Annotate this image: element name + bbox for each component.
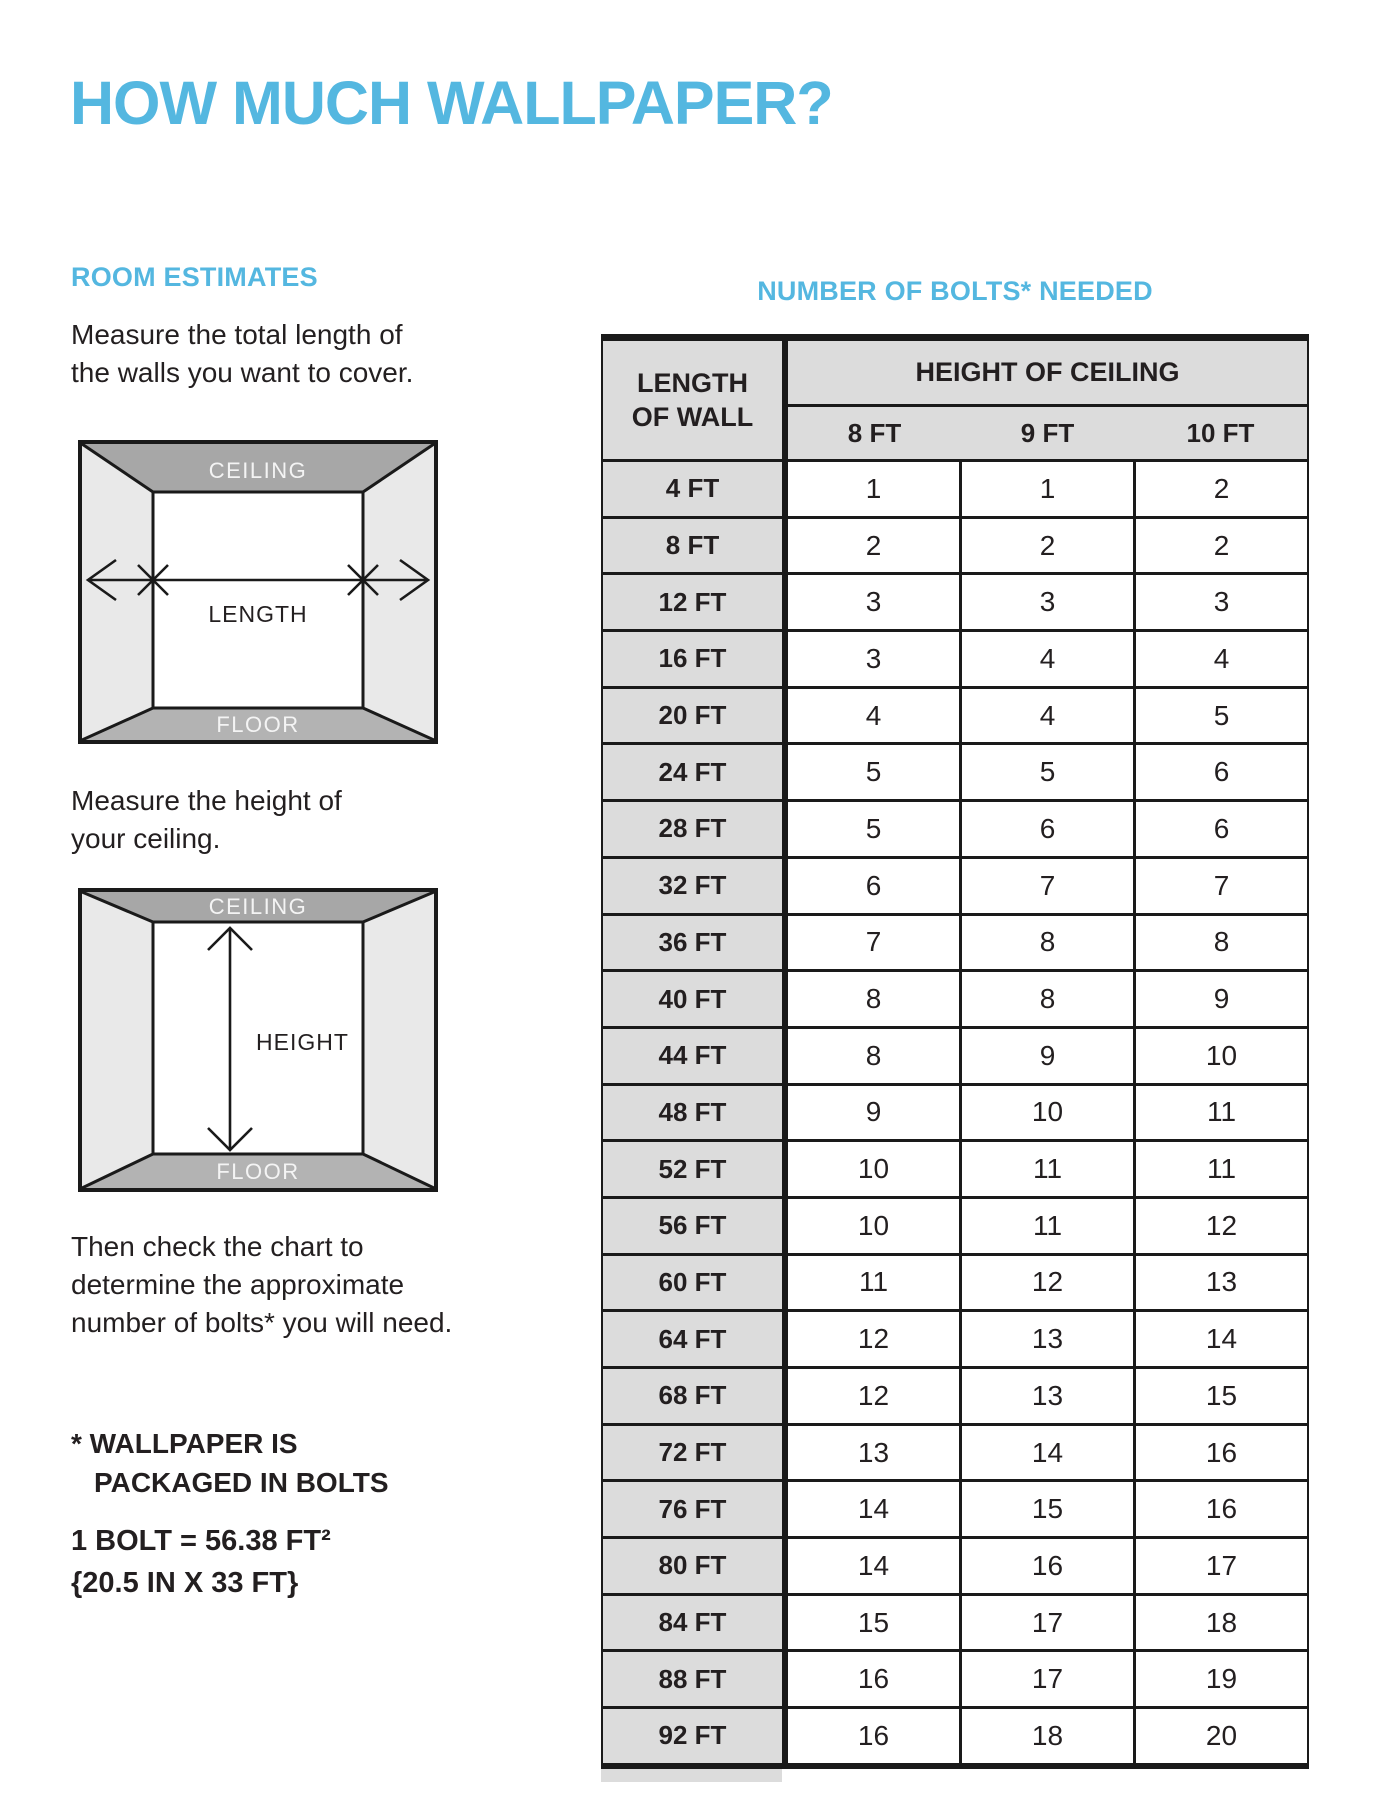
bolt-count-cell: 7 xyxy=(1133,859,1307,913)
ceiling-label: CEILING xyxy=(208,894,308,919)
bolt-count-cell: 3 xyxy=(959,575,1133,629)
bolt-count-cell: 7 xyxy=(788,916,959,970)
bolt-count-cell: 4 xyxy=(959,689,1133,743)
bolt-count-cell: 3 xyxy=(788,575,959,629)
table-header xyxy=(603,341,1307,459)
wall-length-cell: 80 FT xyxy=(603,1539,788,1593)
wall-length-cell: 24 FT xyxy=(603,745,788,799)
table-row xyxy=(603,1706,1307,1763)
bolt-count-cell: 11 xyxy=(1133,1142,1307,1196)
bolt-count-cell: 16 xyxy=(788,1709,959,1763)
table-row xyxy=(603,1253,1307,1310)
bolt-count-cell: 14 xyxy=(959,1426,1133,1480)
column-header-10ft: 10 FT xyxy=(1186,417,1255,448)
height-label: HEIGHT xyxy=(256,1029,349,1055)
floor-label: FLOOR xyxy=(216,712,300,737)
bolt-count-cell: 6 xyxy=(1133,802,1307,856)
bolt-count-cell: 4 xyxy=(1133,632,1307,686)
table-row xyxy=(603,516,1307,573)
table-row xyxy=(603,913,1307,970)
bolt-count-cell: 15 xyxy=(1133,1369,1307,1423)
bolt-count-cell: 8 xyxy=(959,972,1133,1026)
bolt-count-cell: 3 xyxy=(788,632,959,686)
ceiling-height-columns xyxy=(788,407,1307,459)
bolt-count-cell: 2 xyxy=(1133,462,1307,516)
bolt-count-cell: 15 xyxy=(788,1596,959,1650)
room-length-diagram xyxy=(78,440,438,744)
bolt-count-cell: 6 xyxy=(959,802,1133,856)
wall-length-cell: 72 FT xyxy=(603,1426,788,1480)
back-wall xyxy=(153,492,363,708)
bolt-table xyxy=(601,334,1309,1782)
bolt-count-cell: 14 xyxy=(788,1482,959,1536)
bolt-count-cell: 1 xyxy=(788,462,959,516)
bolt-count-cell: 15 xyxy=(959,1482,1133,1536)
instruction-line: Then check the chart to xyxy=(71,1231,364,1262)
bolt-count-cell: 16 xyxy=(959,1539,1133,1593)
bolt-count-cell: 14 xyxy=(788,1539,959,1593)
table-row xyxy=(603,742,1307,799)
wall-length-cell: 84 FT xyxy=(603,1596,788,1650)
bolt-count-cell: 1 xyxy=(959,462,1133,516)
bolt-count-cell: 11 xyxy=(788,1256,959,1310)
table-row xyxy=(603,629,1307,686)
bolts-table-heading: NUMBER OF BOLTS* NEEDED xyxy=(757,276,1153,306)
wall-length-cell: 4 FT xyxy=(603,462,788,516)
bolt-count-cell: 2 xyxy=(1133,519,1307,573)
bolt-count-cell: 3 xyxy=(1133,575,1307,629)
bolt-count-cell: 9 xyxy=(1133,972,1307,1026)
room-height-diagram xyxy=(78,888,438,1192)
bolt-count-cell: 9 xyxy=(959,1029,1133,1083)
bolt-count-cell: 5 xyxy=(959,745,1133,799)
wall-length-cell: 8 FT xyxy=(603,519,788,573)
bolt-count-cell: 12 xyxy=(788,1312,959,1366)
bolt-count-cell: 10 xyxy=(1133,1029,1307,1083)
ceiling-label: CEILING xyxy=(208,458,308,483)
bolt-count-cell: 16 xyxy=(1133,1482,1307,1536)
wall-length-cell: 88 FT xyxy=(603,1652,788,1706)
bolt-count-cell: 13 xyxy=(959,1369,1133,1423)
instruction-line: your ceiling. xyxy=(71,823,221,854)
header-line: LENGTH xyxy=(636,368,748,398)
bolt-count-cell: 9 xyxy=(788,1086,959,1140)
table-row xyxy=(603,1196,1307,1253)
bolt-equation: 1 BOLT = 56.38 FT² xyxy=(71,1525,331,1557)
column-header-8ft: 8 FT xyxy=(847,417,902,448)
instruction-line: number of bolts* you will need. xyxy=(71,1307,453,1338)
bolt-count-cell: 4 xyxy=(788,689,959,743)
table-top-border xyxy=(601,334,1309,341)
table-row xyxy=(603,1026,1307,1083)
bolt-table-body xyxy=(603,459,1307,1763)
wall-length-cell: 28 FT xyxy=(603,802,788,856)
bolt-count-cell: 6 xyxy=(1133,745,1307,799)
wall-length-cell: 68 FT xyxy=(603,1369,788,1423)
table-row xyxy=(603,459,1307,516)
room-estimates-heading: ROOM ESTIMATES xyxy=(71,262,318,292)
bolt-count-cell: 5 xyxy=(1133,689,1307,743)
wall-length-cell: 44 FT xyxy=(603,1029,788,1083)
column-header-9ft: 9 FT xyxy=(1020,417,1075,448)
table-row xyxy=(603,1309,1307,1366)
bolt-count-cell: 4 xyxy=(959,632,1133,686)
bolt-count-cell: 16 xyxy=(1133,1426,1307,1480)
bolt-count-cell: 13 xyxy=(788,1426,959,1480)
wall-length-cell: 92 FT xyxy=(603,1709,788,1763)
table-row xyxy=(603,1479,1307,1536)
page-title: HOW MUCH WALLPAPER? xyxy=(70,69,833,137)
height-of-ceiling-header: HEIGHT OF CEILING xyxy=(788,341,1307,407)
bolt-count-cell: 11 xyxy=(959,1199,1133,1253)
instruction-line: Measure the height of xyxy=(71,785,342,816)
bolt-count-cell: 2 xyxy=(788,519,959,573)
bolt-count-cell: 7 xyxy=(959,859,1133,913)
bolt-count-cell: 12 xyxy=(788,1369,959,1423)
table-row xyxy=(603,1536,1307,1593)
bolt-count-cell: 11 xyxy=(1133,1086,1307,1140)
bolt-count-cell: 10 xyxy=(959,1086,1133,1140)
wall-length-cell: 60 FT xyxy=(603,1256,788,1310)
table-row xyxy=(603,1366,1307,1423)
left-wall-surface xyxy=(82,892,153,1188)
table-row xyxy=(603,686,1307,743)
wall-length-cell: 56 FT xyxy=(603,1199,788,1253)
bolt-count-cell: 17 xyxy=(959,1596,1133,1650)
bolt-count-cell: 16 xyxy=(788,1652,959,1706)
wall-length-cell: 36 FT xyxy=(603,916,788,970)
bolt-count-cell: 18 xyxy=(1133,1596,1307,1650)
bolt-count-cell: 8 xyxy=(788,972,959,1026)
wall-length-cell: 76 FT xyxy=(603,1482,788,1536)
instruction-line: the walls you want to cover. xyxy=(71,357,414,388)
bolt-count-cell: 5 xyxy=(788,802,959,856)
right-wall-surface xyxy=(363,892,434,1188)
bolt-count-cell: 5 xyxy=(788,745,959,799)
table-row xyxy=(603,1593,1307,1650)
bolt-count-cell: 12 xyxy=(1133,1199,1307,1253)
bolt-count-cell: 19 xyxy=(1133,1652,1307,1706)
instruction-measure-length xyxy=(71,316,413,392)
wall-length-cell: 12 FT xyxy=(603,575,788,629)
table-row xyxy=(603,799,1307,856)
wall-length-cell: 64 FT xyxy=(603,1312,788,1366)
bolt-count-cell: 14 xyxy=(1133,1312,1307,1366)
instruction-line: determine the approximate xyxy=(71,1269,405,1300)
bolt-count-cell: 2 xyxy=(959,519,1133,573)
bolt-count-cell: 12 xyxy=(959,1256,1133,1310)
bolt-count-cell: 10 xyxy=(788,1199,959,1253)
wall-length-cell: 16 FT xyxy=(603,632,788,686)
length-label: LENGTH xyxy=(208,601,308,627)
footnote-line: * WALLPAPER IS xyxy=(71,1428,298,1459)
table-row xyxy=(603,856,1307,913)
bolt-count-cell: 17 xyxy=(959,1652,1133,1706)
bolt-count-cell: 13 xyxy=(959,1312,1133,1366)
floor-label: FLOOR xyxy=(216,1159,300,1184)
header-line: OF WALL xyxy=(631,402,754,432)
table-row xyxy=(603,1083,1307,1140)
bolt-count-cell: 20 xyxy=(1133,1709,1307,1763)
table-row xyxy=(603,1423,1307,1480)
bolt-count-cell: 8 xyxy=(788,1029,959,1083)
instruction-measure-height xyxy=(71,782,342,858)
bolt-count-cell: 8 xyxy=(1133,916,1307,970)
table-row xyxy=(603,572,1307,629)
wall-length-cell: 20 FT xyxy=(603,689,788,743)
instruction-check-chart xyxy=(71,1228,452,1342)
table-row xyxy=(603,1139,1307,1196)
table-corner-tab xyxy=(601,1769,782,1782)
bolt-count-cell: 17 xyxy=(1133,1539,1307,1593)
wallpaper-bolts-footnote xyxy=(71,1424,389,1502)
bolt-count-cell: 6 xyxy=(788,859,959,913)
bolt-size-info xyxy=(71,1520,331,1604)
bolt-dimensions: {20.5 IN X 33 FT} xyxy=(71,1567,299,1599)
table-row xyxy=(603,1649,1307,1706)
wall-length-cell: 48 FT xyxy=(603,1086,788,1140)
bolt-count-cell: 10 xyxy=(788,1142,959,1196)
table-row xyxy=(603,969,1307,1026)
instruction-line: Measure the total length of xyxy=(71,319,403,350)
length-of-wall-header xyxy=(603,341,788,459)
bolt-count-cell: 11 xyxy=(959,1142,1133,1196)
wall-length-cell: 40 FT xyxy=(603,972,788,1026)
bolt-count-cell: 18 xyxy=(959,1709,1133,1763)
bolt-count-cell: 8 xyxy=(959,916,1133,970)
bolt-count-cell: 13 xyxy=(1133,1256,1307,1310)
wall-length-cell: 32 FT xyxy=(603,859,788,913)
wall-length-cell: 52 FT xyxy=(603,1142,788,1196)
footnote-line: PACKAGED IN BOLTS xyxy=(94,1467,389,1498)
